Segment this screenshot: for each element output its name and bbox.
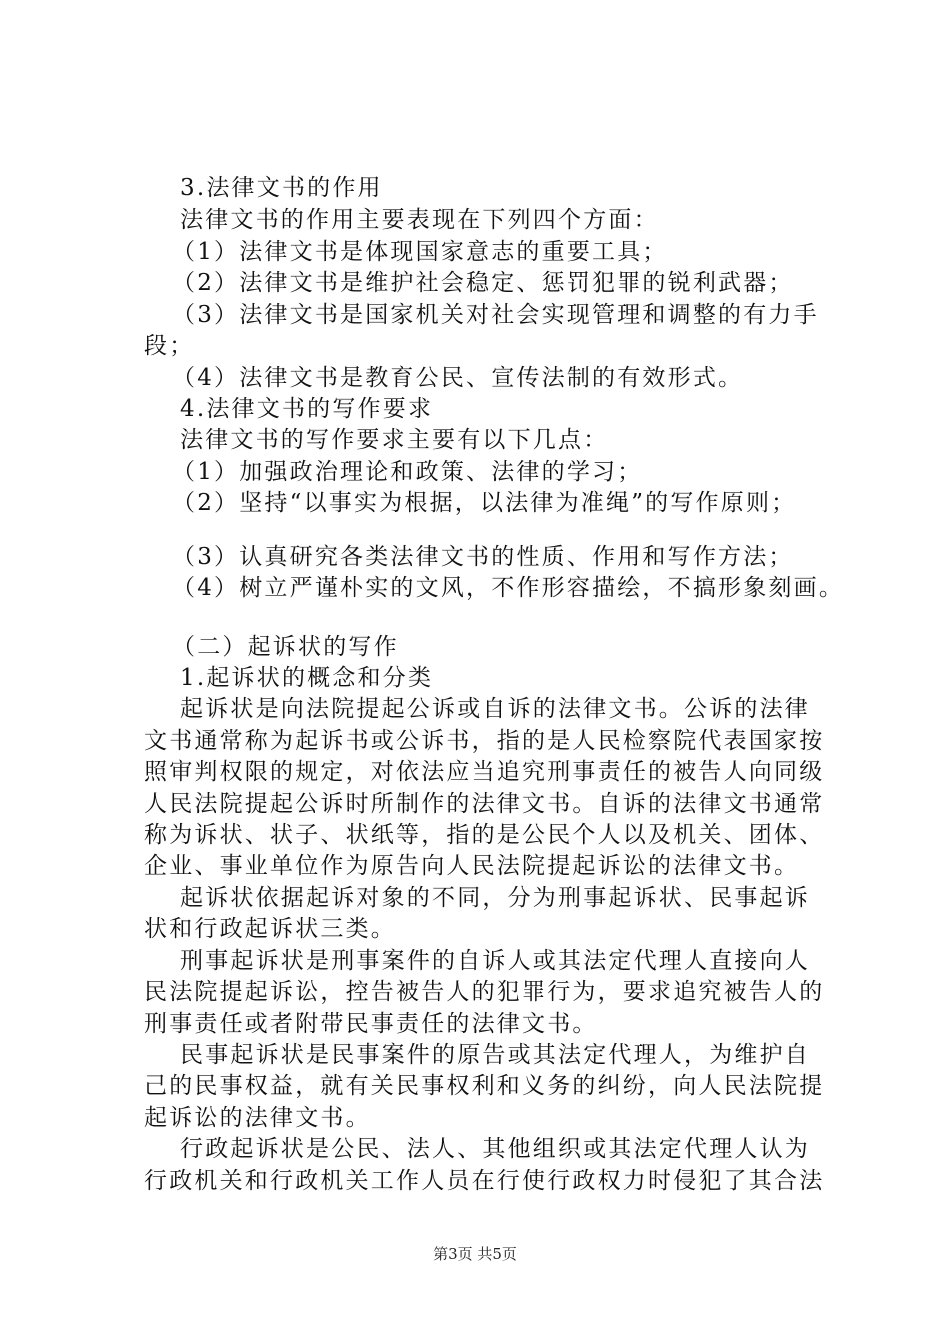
heading-3-role: 3.法律文书的作用 [180,175,383,201]
paragraph-line: 企业、事业单位作为原告向人民法院提起诉讼的法律文书。 [144,853,800,879]
heading-4-requirements: 4.法律文书的写作要求 [180,396,434,422]
paragraph-line: 起诉讼的法律文书。 [144,1105,371,1131]
list-item: （4）法律文书是教育公民、宣传法制的有效形式。 [172,365,744,391]
section-heading: （二）起诉状的写作 [172,634,399,660]
list-item: （3）法律文书是国家机关对社会实现管理和调整的有力手 [172,302,819,328]
list-item: （2）坚持“以事实为根据，以法律为准绳”的写作原则； [172,490,797,516]
page-footer: 第3页 共5页 [433,1245,517,1263]
list-item: （1）法律文书是体现国家意志的重要工具； [172,239,668,265]
paragraph-line: 刑事责任或者附带民事责任的法律文书。 [144,1011,598,1037]
paragraph-line: 人民法院提起公诉时所制作的法律文书。自诉的法律文书通常 [144,791,825,817]
paragraph-line: 民事起诉状是民事案件的原告或其法定代理人，为维护自 [180,1042,810,1068]
list-item-continuation: 段； [144,333,195,359]
paragraph-line: 称为诉状、状子、状纸等，指的是公民个人以及机关、团体、 [144,822,825,848]
list-item: （4）树立严谨朴实的文风，不作形容描绘，不搞形象刻画。 [172,575,845,601]
paragraph-line: 状和行政起诉状三类。 [144,916,396,942]
paragraph-line: 民法院提起诉讼，控告被告人的犯罪行为，要求追究被告人的 [144,979,825,1005]
paragraph-line: 照审判权限的规定，对依法应当追究刑事责任的被告人向同级 [144,759,825,785]
paragraph-line: 起诉状是向法院提起公诉或自诉的法律文书。公诉的法律 [180,696,810,722]
paragraph-line: 己的民事权益，就有关民事权利和义务的纠纷，向人民法院提 [144,1073,825,1099]
paragraph-line: 文书通常称为起诉书或公诉书，指的是人民检察院代表国家按 [144,728,825,754]
paragraph-line: 刑事起诉状是刑事案件的自诉人或其法定代理人直接向人 [180,948,810,974]
list-item: （1）加强政治理论和政策、法律的学习； [172,459,643,485]
list-item: （3）认真研究各类法律文书的性质、作用和写作方法； [172,544,794,570]
paragraph-line: 起诉状依据起诉对象的不同，分为刑事起诉状、民事起诉 [180,885,810,911]
paragraph-line: 行政起诉状是公民、法人、其他组织或其法定代理人认为 [180,1136,810,1162]
paragraph-line: 法律文书的写作要求主要有以下几点： [180,427,609,453]
list-item: （2）法律文书是维护社会稳定、惩罚犯罪的锐利武器； [172,270,794,296]
paragraph-line: 行政机关和行政机关工作人员在行使行政权力时侵犯了其合法 [144,1168,825,1194]
paragraph-line: 法律文书的作用主要表现在下列四个方面： [180,207,659,233]
subheading-1: 1.起诉状的概念和分类 [180,665,434,691]
